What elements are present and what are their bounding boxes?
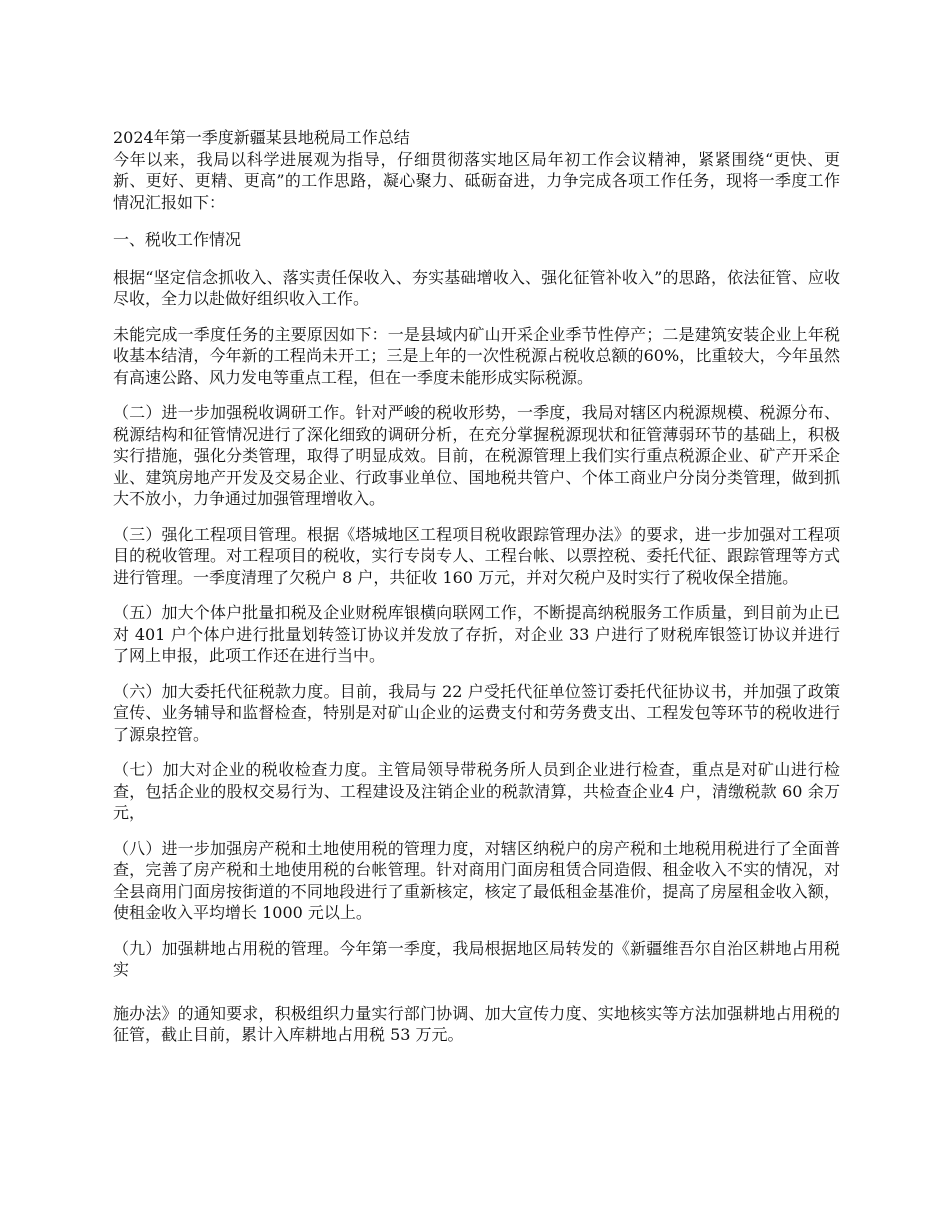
paragraph-property-land-tax: （八）进一步加强房产税和土地使用税的管理力度，对辖区纳税户的房产税和土地税用税进行了全面普查，完善了房产税和土地使用税的台帐管理。针对商用门面房租赁合同造假、租金收入不实的情况，对全县商用门面房按街道的不同地段进行了重新核定，核定了最低租金基准价，提高了房屋租金收入额，使租金收入平均增长 1000 元以上。 xyxy=(113,838,840,922)
section-heading-tax-work: 一、税收工作情况 xyxy=(113,230,242,249)
document-title: 2024年第一季度新疆某县地税局工作总结 xyxy=(113,128,410,147)
paragraph-project-management: （三）强化工程项目管理。根据《塔城地区工程项目税收跟踪管理办法》的要求，进一步加强对工程项目的税收管理。对工程项目的税收，实行专岗专人、工程台帐、以票控税、委托代征、跟踪管理等方式进行管理。一季度清理了欠税户 8 户，共征收 160 万元，并对欠税户及时实行了税收保全措施。 xyxy=(113,524,840,587)
paragraph-revenue-approach: 根据“坚定信念抓收入、落实责任保收入、夯实基础增收入、强化征管补收入”的思路，依法征管、应收尽收，全力以赴做好组织收入工作。 xyxy=(113,267,840,308)
paragraph-batch-tax-deduction: （五）加大个体户批量扣税及企业财税库银横向联网工作，不断提高纳税服务工作质量，到目前为止已对 401 户个体户进行批量划转签订协议并发放了存折，对企业 33 户进行了财税库银签订协议并进行了网上申报，此项工作还在进行当中。 xyxy=(113,603,840,665)
paragraph-tax-research: （二）进一步加强税收调研工作。针对严峻的税收形势，一季度，我局对辖区内税源规模、税源分布、税源结构和征管情况进行了深化细致的调研分析，在充分掌握税源现状和征管薄弱环节的基础上，积极实行措施，强化分类管理，取得了明显成效。目前，在税源管理上我们实行重点税源企业、矿产开采企业、建筑房地产开发及交易企业、行政事业单位、国地税共管户、个体工商业户分岗分类管理，做到抓大不放小，力争通过加强管理增收入。 xyxy=(113,403,840,508)
paragraph-entrusted-collection: （六）加大委托代征税款力度。目前，我局与 22 户受托代征单位签订委托代征协议书，并加强了政策宣传、业务辅导和监督检查，特别是对矿山企业的运费支付和劳务费支出、工程发包等环节的税收进行了源泉控管。 xyxy=(113,681,840,744)
document-body xyxy=(113,127,840,1060)
intro-paragraph: 今年以来，我局以科学进展观为指导，仔细贯彻落实地区局年初工作会议精神，紧紧围绕“更快、更新、更好、更精、更高”的工作思路，凝心聚力、砥砺奋进，力争完成各项工作任务，现将一季度工作情况汇报如下： xyxy=(113,149,840,212)
paragraph-farmland-tax-part2: 施办法》的通知要求，积极组织力量实行部门协调、加大宣传力度、实地核实等方法加强耕地占用税的征管，截止目前，累计入库耕地占用税 53 万元。 xyxy=(113,1003,840,1044)
paragraph-farmland-tax-part1: （九）加强耕地占用税的管理。今年第一季度，我局根据地区局转发的《新疆维吾尔自治区耕地占用税实 xyxy=(113,938,840,979)
paragraph-enterprise-inspection: （七）加大对企业的税收检查力度。主管局领导带税务所人员到企业进行检查，重点是对矿山进行检查，包括企业的股权交易行为、工程建设及注销企业的税款清算，共检查企业4 户，清缴税款 60 余万元， xyxy=(113,760,840,822)
paragraph-shortfall-reasons: 未能完成一季度任务的主要原因如下：一是县域内矿山开采企业季节性停产；二是建筑安装企业上年税收基本结清，今年新的工程尚未开工；三是上年的一次性税源占税收总额的60%，比重较大，今年虽然有高速公路、风力发电等重点工程，但在一季度未能形成实际税源。 xyxy=(113,324,840,387)
